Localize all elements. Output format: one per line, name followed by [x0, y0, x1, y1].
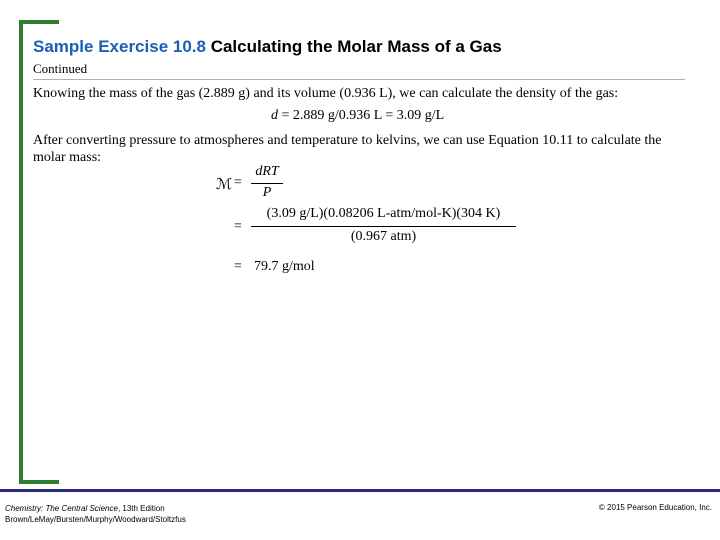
eq1-denominator: P	[262, 185, 272, 200]
footer-divider	[0, 489, 720, 492]
footer-book-title: Chemistry: The Central Science	[5, 504, 118, 513]
title-exercise-number: Sample Exercise 10.8	[33, 37, 206, 56]
subtitle-continued: Continued	[33, 61, 88, 76]
footer-copyright: © 2015 Pearson Education, Inc.	[598, 503, 712, 512]
frame-bracket-top	[19, 20, 59, 24]
eq1-fraction	[251, 164, 283, 202]
eq1-fraction-bar	[251, 183, 283, 184]
density-variable: d	[271, 108, 278, 123]
title-text: Calculating the Molar Mass of a Gas	[205, 37, 502, 56]
eq2-numerator: (3.09 g/L)(0.08206 L-atm/mol-K)(304 K)	[266, 206, 501, 221]
eq2-denominator: (0.967 atm)	[350, 229, 417, 244]
density-expression: = 2.889 g/0.936 L = 3.09 g/L	[278, 108, 445, 123]
eq1-numerator: dRT	[255, 164, 279, 179]
divider	[33, 79, 685, 80]
eq3-result: 79.7 g/mol	[254, 259, 315, 274]
slide-title	[33, 37, 502, 57]
density-equation	[271, 108, 444, 124]
eq2-fraction-bar	[251, 226, 516, 227]
paragraph-density-intro: Knowing the mass of the gas (2.889 g) and its volume (0.936 L), we can calculate the density of the gas:	[33, 86, 619, 101]
footer-authors: Brown/LeMay/Bursten/Murphy/Woodward/Stoltzfus	[5, 515, 186, 524]
frame-bracket-bottom	[19, 480, 59, 484]
eq3-equals: =	[234, 259, 242, 274]
eq2-equals: =	[234, 219, 242, 234]
eq1-equals: =	[234, 175, 242, 190]
paragraph-molar-mass-intro: After converting pressure to atmospheres and temperature to kelvins, we can use Equation 10.11 to calculate the molar mass:	[33, 133, 662, 165]
frame-bracket-left	[19, 20, 23, 484]
footer-edition: , 13th Edition	[117, 504, 165, 513]
footer-citation	[5, 503, 186, 525]
eq2-fraction	[251, 206, 516, 246]
molar-mass-symbol: ℳ	[216, 177, 233, 193]
